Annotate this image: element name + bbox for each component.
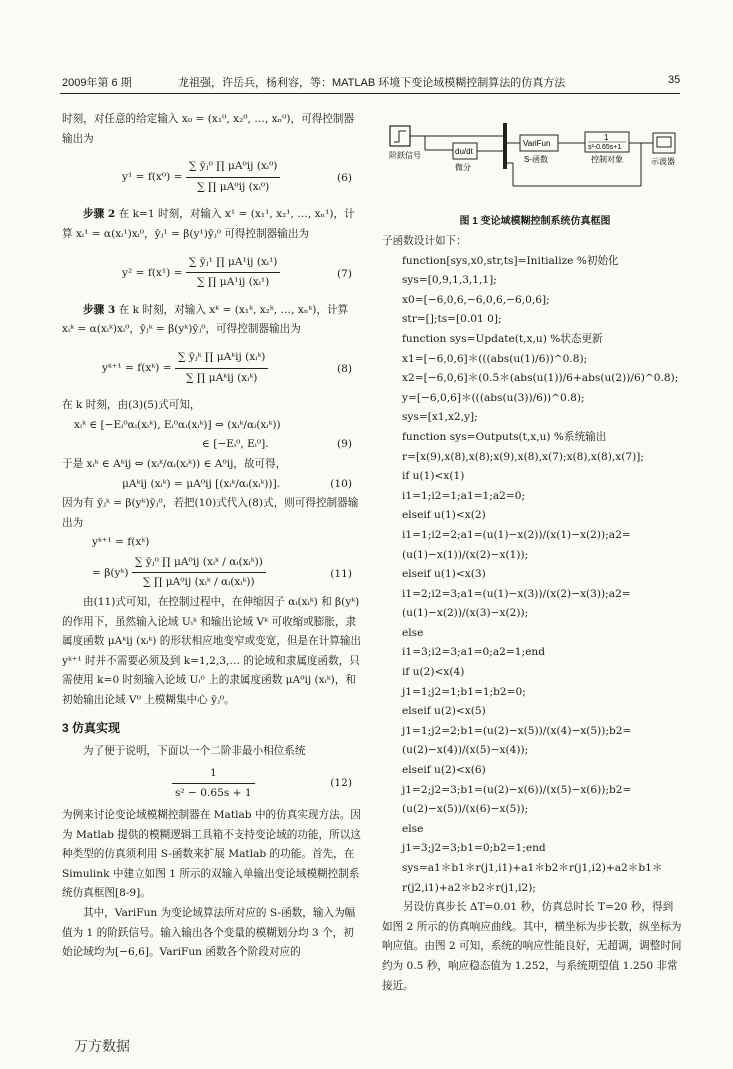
paragraph: 时刻，对任意的给定输入 x₀ = (x₁⁰, x₂⁰, …, xₙ⁰)，可得控制器输出为 — [62, 113, 355, 145]
equation-number: (12) — [330, 776, 352, 789]
paragraph: 子函数设计如下： — [382, 235, 467, 247]
equation-12: $\frac{1}{\text{s² − 0.65s + 1}}$ (12) — [172, 764, 362, 804]
equation-6: y¹ = f(x⁰) = $\frac{\text{∑ ȳⱼ⁰ ∏ μA⁰ij (xᵢ⁰)}}{\text{∑ ∏ μA⁰ij (xᵢ⁰)}}$ (6) — [122, 157, 362, 197]
code-line: elseif u(1)<x(2) — [402, 509, 486, 522]
code-line: else — [402, 626, 424, 639]
code-line: function sys=Outputs(t,x,u) %系统输出 — [402, 430, 607, 443]
plant-label: 控制对象 — [591, 155, 623, 164]
paragraph: 在 k 时刻，由(3)(5)式可知， — [62, 399, 201, 412]
code-line: i1=1;i2=2;a1=(u(1)−x(2))/(x(1)−x(2));a2=(u(1)−x(1))/(x(2)−x(1)); — [402, 528, 631, 561]
code-line: j1=1;j2=1;b1=1;b2=0; — [402, 685, 526, 698]
code-listing — [382, 252, 682, 899]
code-line: else — [402, 822, 424, 835]
equation-number: (8) — [336, 362, 352, 375]
code-line: elseif u(2)<x(5) — [402, 705, 486, 718]
equation-11: yᵏ⁺¹ = f(xᵏ) = β(yᵏ) $\frac{\text{∑ ȳⱼ⁰ ∏ μA⁰ij (xᵢᵏ / αᵢ(xᵢᵏ))}}{\text{∑ ∏ μA⁰ij (xᵢᵏ / αᵢ(xᵢᵏ))}}$ (11) — [92, 536, 352, 589]
varifun-label: VariFun — [523, 139, 551, 148]
scope-icon — [657, 137, 671, 147]
code-line: x0=[−6,0,6,−6,0,6,−6,0,6]; — [402, 293, 550, 306]
step-label: 步骤 2 — [83, 208, 116, 221]
equation-7: y² = f(x¹) = $\frac{\text{∑ ȳⱼ¹ ∏ μA¹ij (xᵢ¹)}}{\text{∑ ∏ μA¹ij (xᵢ¹)}}$ (7) — [122, 253, 362, 293]
code-line: sys=[0,9,1,3,1,1]; — [402, 274, 497, 287]
equation-number: (9) — [336, 437, 352, 450]
tf-denominator: s²-0.65s+1 — [588, 144, 622, 151]
scope-label: 示波器 — [651, 157, 675, 166]
code-line: j1=1;j2=2;b1=(u(2)−x(5))/(x(4)−x(5));b2=(u(2)−x(4))/(x(5)−x(4)); — [402, 724, 632, 757]
figure-caption: 图 1 变论域模糊控制系统仿真框图 — [459, 216, 611, 227]
sfunction-label: S-函数 — [524, 155, 548, 164]
code-line: function[sys,x0,str,ts]=Initialize %初始化 — [402, 254, 619, 267]
code-line: y=[−6,0,6]＊(((abs(u(3))/6))^0.8); — [402, 391, 585, 404]
journal-issue: 2009年第 6 期 — [62, 77, 132, 89]
right-column — [382, 232, 682, 996]
step-label: 阶跃信号 — [389, 151, 421, 160]
equation-8: yᵏ⁺¹ = f(xᵏ) = $\frac{\text{∑ ȳⱼᵏ ∏ μAᵏij (xᵢᵏ)}}{\text{∑ ∏ μAᵏij (xᵢᵏ)}}$ (8) — [102, 348, 362, 388]
code-line: if u(2)<x(4) — [402, 666, 465, 679]
section-heading: 3 仿真实现 — [62, 720, 121, 735]
code-line: j1=2;j2=3;b1=(u(2)−x(6))/(x(5)−x(6));b2=(u(2)−x(5))/(x(6)−x(5)); — [402, 783, 632, 816]
code-line: elseif u(2)<x(6) — [402, 764, 486, 777]
paragraph: 为例来讨论变论域模糊控制器在 Matlab 中的仿真实现方法。因为 Matlab 提供的模糊逻辑工具箱不支持变论域的功能，所以这种类型的仿真须利用 S-函数来扩展 Matlab 的功能。首先，在 Simulink 中建立如图 1 所示的双输入单输出变论域模糊控制系统仿真框图[8-9]。 — [62, 809, 361, 900]
code-line: i1=3;i2=3;a1=0;a2=1;end — [402, 646, 545, 659]
watermark: 万方数据 — [74, 1038, 130, 1054]
paragraph: 为了便于说明，下面以一个二阶非最小相位系统 — [83, 745, 306, 758]
left-column — [62, 110, 362, 963]
step-label: 步骤 3 — [83, 303, 116, 316]
running-title: 龙祖强，许岳兵，杨利容，等：MATLAB 环境下变论域模糊控制算法的仿真方法 — [178, 77, 566, 89]
paragraph: 在 k=1 时刻，对输入 x¹ = (x₁¹, x₂¹, …, xₙ¹)，计算 xᵢ¹ = α(xᵢ¹)xᵢ⁰，ȳⱼ¹ = β(y¹)ȳⱼ⁰ 可得控制器输出为 — [62, 208, 355, 240]
tf-numerator: 1 — [604, 133, 609, 142]
equation-number: (11) — [330, 568, 352, 581]
code-line: sys=[x1,x2,y]; — [402, 411, 478, 424]
paragraph: 另设仿真步长 ΔT=0.01 秒，仿真总时长 T=20 秒，得到如图 2 所示的仿真响应曲线。其中，横坐标为步长数，纵坐标为响应值。由图 2 可知，系统的响应性能良好，无超调，调整时间约为 0.5 秒，响应稳态值为 1.252，与系统期望值 1.250 非常接近。 — [382, 901, 682, 992]
code-line: elseif u(1)<x(3) — [402, 568, 486, 581]
paragraph: 其中，VariFun 为变论域算法所对应的 S-函数，输入为幅值为 1 的阶跃信号。输入输出各个变量的模糊划分均 3 个，初始论域均为[−6,6]。VariFun 函数各个阶段对应的 — [62, 906, 356, 959]
paragraph: 于是 xᵢᵏ ∈ Aᵏij ⇔ (xᵢᵏ/αᵢ(xᵢᵏ)) ∈ A⁰ij，故可得， — [62, 457, 287, 470]
code-line: j1=3;j2=3;b1=0;b2=1;end — [402, 842, 546, 855]
du-label: du/dt — [455, 147, 473, 156]
code-line: x2=[−6,0,6]＊(0.5＊(abs(u(1))/6+abs(u(2))/6)^0.8); — [402, 372, 679, 385]
code-line: r=[x(9),x(8),x(8);x(9),x(8),x(7);x(8),x(8),x(7)]; — [402, 450, 644, 463]
equation-number: (10) — [330, 477, 352, 490]
code-line: function sys=Update(t,x,u) %状态更新 — [402, 332, 603, 345]
equation-10: μAᵏij (xᵢᵏ) = μA⁰ij [(xᵢᵏ/αᵢ(xᵢᵏ))]. (10) — [62, 475, 362, 495]
paragraph: 因为有 ȳⱼᵏ = β(yᵏ)ȳⱼ⁰，若把(10)式代入(8)式，则可得控制器输出为 — [62, 497, 359, 529]
equation-number: (6) — [336, 172, 352, 185]
code-line: i1=1;i2=1;a1=1;a2=0; — [402, 489, 526, 502]
block-diagram-svg — [385, 118, 685, 202]
figure-1-block-diagram — [385, 118, 685, 233]
scope-block — [653, 133, 675, 153]
header-rule — [60, 93, 680, 94]
code-line: sys=a1＊b1＊r(j1,i1)+a1＊b2＊r(j1,i2)+a2＊b1＊r(j2,i1)+a2＊b2＊r(j1,i2); — [402, 862, 663, 894]
code-line: i1=2;i2=3;a1=(u(1)−x(3))/(x(2)−x(3));a2=(u(1)−x(2))/(x(3)−x(2)); — [402, 587, 631, 620]
step-block — [390, 126, 410, 146]
code-line: str=[];ts=[0.01 0]; — [402, 313, 502, 326]
paragraph: 在 k 时刻，对输入 xᵏ = (x₁ᵏ, x₂ᵏ, …, xₙᵏ)，计算 xᵢᵏ = α(xᵢᵏ)xᵢ⁰，ȳⱼᵏ = β(yᵏ)ȳⱼ⁰，可得控制器输出为 — [62, 303, 349, 336]
equation-number: (7) — [336, 267, 352, 280]
equation-9: xᵢᵏ ∈ [−Eᵢ⁰αᵢ(xᵢᵏ), Eᵢ⁰αᵢ(xᵢᵏ)] ⇔ (xᵢᵏ/αᵢ(xᵢᵏ)) ∈ [−Eᵢ⁰, Eᵢ⁰]. (9) — [62, 416, 362, 455]
step-icon — [394, 131, 406, 142]
code-line: if u(1)<x(1) — [402, 470, 465, 483]
page-number: 35 — [668, 74, 681, 86]
paragraph: 由(11)式可知，在控制过程中，在伸缩因子 αᵢ(xᵢᵏ) 和 β(yᵏ) 的作用下，虽然输入论域 Uᵢᵏ 和输出论域 Vᵏ 可收缩或膨胀，隶属度函数 μAᵏij (xᵢᵏ) 的形状相应地变窄或变宽，但是在计算输出 yᵏ⁺¹ 时并不需要必须及到 k=1,2,3,… 的论域和隶属度函数，只需使用 k=0 时刻输入论域 Uᵢ⁰ 上的隶属度函数 μA⁰ij (xᵢᵏ)，和初始输出论域 V⁰ 上模糊集中心 ȳⱼ⁰。 — [62, 596, 362, 707]
mux-block — [503, 123, 507, 169]
derivative-label: 微分 — [455, 163, 471, 172]
code-line: x1=[−6,0,6]＊(((abs(u(1)/6))^0.8); — [402, 352, 588, 365]
